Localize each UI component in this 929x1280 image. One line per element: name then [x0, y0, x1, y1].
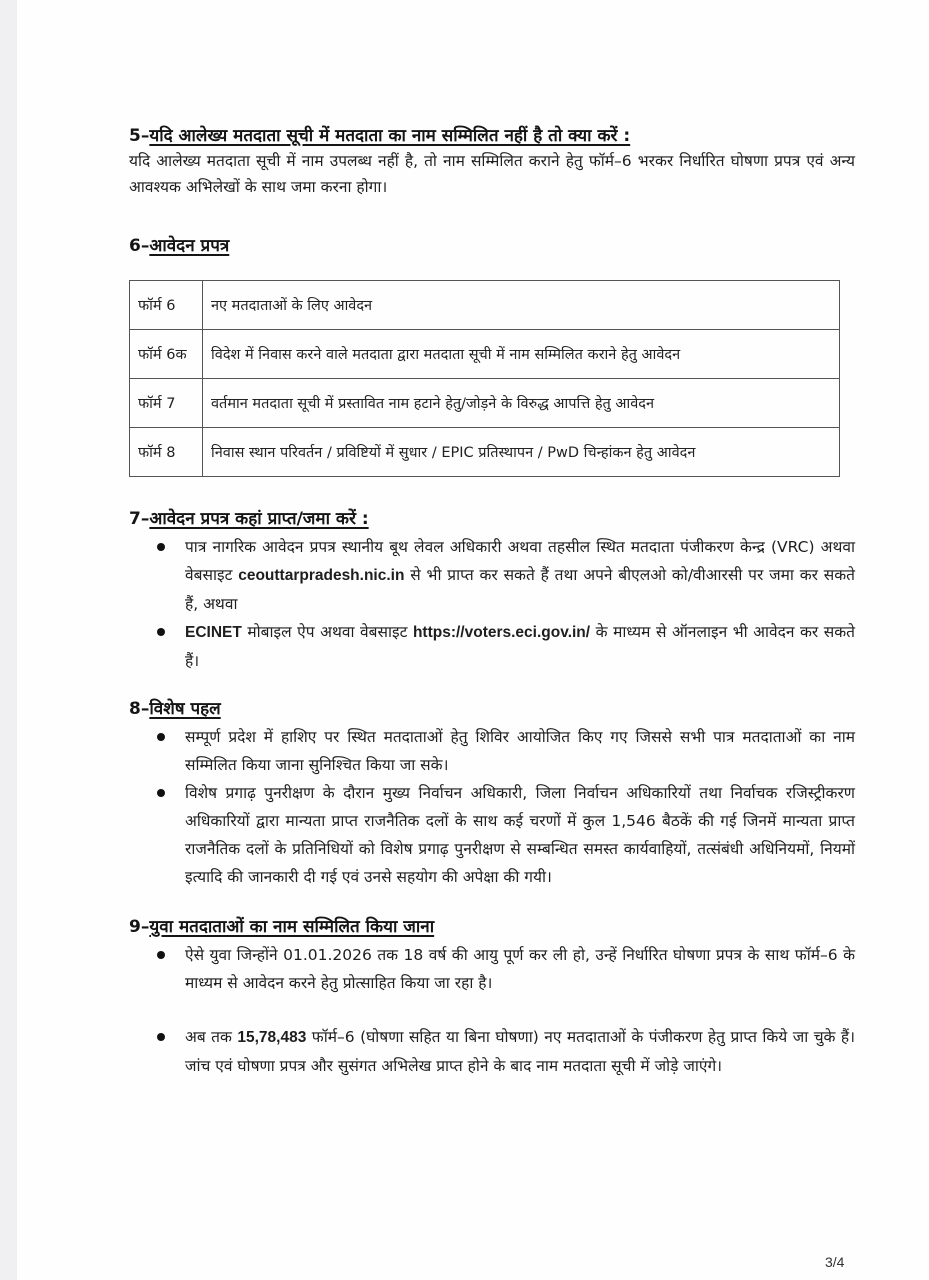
forms-received-count: 15,78,483: [237, 1029, 307, 1046]
item-text: फॉर्म–6 (घोषणा सहित या बिना घोषणा) नए मतदाताओं के पंजीकरण हेतु प्राप्त किये जा चुके हैं। जांच एवं घोषणा प्रपत्र और सुसंगत अभिलेख प्राप्त होने के बाद नाम मतदाता सूची में जोड़े जाएंगे।: [185, 1028, 855, 1075]
form-code-cell: फॉर्म 8: [130, 428, 203, 477]
website-link[interactable]: ceouttarpradesh.nic.in: [238, 567, 405, 584]
bullet-icon: [157, 1033, 165, 1041]
section-8-number: 8–: [129, 699, 150, 719]
table-row: [130, 428, 840, 477]
section-7-number: 7–: [129, 509, 150, 529]
list-item: [129, 618, 855, 675]
item-text: ऐसे युवा जिन्होंने 01.01.2026 तक 18 वर्ष की आयु पूर्ण कर ली हो, उन्हें निर्धारित घोषणा प्रपत्र के साथ फॉर्म–6 के माध्यम से आवेदन करने हेतु प्रोत्साहित किया जा रहा है।: [185, 946, 855, 992]
section-6-title: आवेदन प्रपत्र: [149, 236, 230, 256]
section-9-number: 9–: [129, 917, 150, 937]
item-text: विशेष प्रगाढ़ पुनरीक्षण के दौरान मुख्य निर्वाचन अधिकारी, जिला निर्वाचन अधिकारियों तथा निर्वाचक रजिस्ट्रीकरण अधिकारियों द्वारा मान्यता प्राप्त राजनैतिक दलों के साथ कई चरणों में कुल 1,546 बैठकें की गई जिनमें मान्यता प्राप्त राजनैतिक दलों के प्रतिनिधियों को विशेष प्रगाढ़ पुनरीक्षण से सम्बन्धित समस्त कार्यवाहियों, तत्संबंधी अधिनियमों, नियमों इत्यादि की जानकारी दी गई एवं उनसे सहयोग की अपेक्षा की गयी।: [185, 784, 855, 886]
voters-portal-link[interactable]: https://voters.eci.gov.in/: [412, 624, 591, 641]
section-9-heading: [129, 915, 855, 939]
bullet-icon: [157, 628, 165, 636]
form-description-cell: नए मतदाताओं के लिए आवेदन: [203, 281, 840, 330]
section-5-title: यदि आलेख्य मतदाता सूची में मतदाता का नाम सम्मिलित नहीं है तो क्या करें :: [149, 126, 631, 146]
form-description-cell: विदेश में निवास करने वाले मतदाता द्वारा मतदाता सूची में नाम सम्मिलित कराने हेतु आवेदन: [203, 330, 840, 379]
viewer-left-margin: [0, 0, 17, 1280]
section-8-list: [129, 723, 855, 891]
list-item: [129, 533, 855, 618]
bullet-icon: [157, 789, 165, 797]
section-6-heading: [129, 234, 855, 258]
section-9-title: युवा मतदाताओं का नाम सम्मिलित किया जाना: [149, 917, 435, 937]
section-6-number: 6–: [129, 236, 150, 256]
section-7-list: [129, 533, 855, 675]
list-item: [129, 723, 855, 779]
forms-table: [129, 280, 840, 477]
section-9-list: [129, 941, 855, 1080]
section-5-heading: [129, 124, 855, 148]
table-row: [130, 281, 840, 330]
section-5-number: 5–: [129, 126, 150, 146]
section-7-title: आवेदन प्रपत्र कहां प्राप्त/जमा करें :: [149, 509, 369, 529]
item-text: के माध्यम से ऑनलाइन भी आवेदन कर सकते हैं।: [185, 623, 856, 670]
list-item: [129, 779, 855, 891]
form-code-cell: फॉर्म 7: [130, 379, 203, 428]
bullet-icon: [157, 733, 165, 741]
table-row: [130, 330, 840, 379]
item-text: पात्र नागरिक आवेदन प्रपत्र स्थानीय बूथ लेवल अधिकारी अथवा तहसील स्थित मतदाता पंजीकरण केन्द्र (VRC) अथवा वेबसाइट: [185, 538, 855, 584]
form-description-cell: निवास स्थान परिवर्तन / प्रविष्टियों में सुधार / EPIC प्रतिस्थापन / PwD चिन्हांकन हेतु आवेदन: [203, 428, 840, 477]
document-page: [17, 0, 929, 1280]
bullet-icon: [157, 951, 165, 959]
list-item: [129, 941, 855, 997]
section-8-heading: [129, 697, 855, 721]
section-8-title: विशेष पहल: [149, 699, 221, 719]
form-code-cell: फॉर्म 6क: [130, 330, 203, 379]
section-5-body: यदि आलेख्य मतदाता सूची में नाम उपलब्ध नहीं है, तो नाम सम्मिलित कराने हेतु फॉर्म–6 भरकर निर्धारित घोषणा प्रपत्र एवं अन्य आवश्यक अभिलेखों के साथ जमा करना होगा।: [129, 152, 855, 196]
form-description-cell: वर्तमान मतदाता सूची में प्रस्तावित नाम हटाने हेतु/जोड़ने के विरुद्ध आपत्ति हेतु आवेदन: [203, 379, 840, 428]
page-number: 3/4: [825, 1254, 845, 1270]
item-text: अब तक: [185, 1028, 238, 1046]
table-row: [130, 379, 840, 428]
item-text: सम्पूर्ण प्रदेश में हाशिए पर स्थित मतदाताओं हेतु शिविर आयोजित किए गए जिससे सभी पात्र मतदाताओं का नाम सम्मिलित किया जाना सुनिश्चित किया जा सके।: [185, 728, 855, 774]
list-item: [129, 1023, 855, 1080]
item-text: मोबाइल ऐप अथवा वेबसाइट: [241, 623, 413, 641]
page-content: [129, 124, 855, 1080]
item-text: से भी प्राप्त कर सकते हैं तथा अपने बीएलओ को/वीआरसी पर जमा कर सकते हैं, अथवा: [185, 566, 855, 613]
form-code-cell: फॉर्म 6: [130, 281, 203, 330]
app-name: ECINET: [185, 624, 242, 641]
bullet-icon: [157, 543, 165, 551]
section-7-heading: [129, 507, 855, 531]
